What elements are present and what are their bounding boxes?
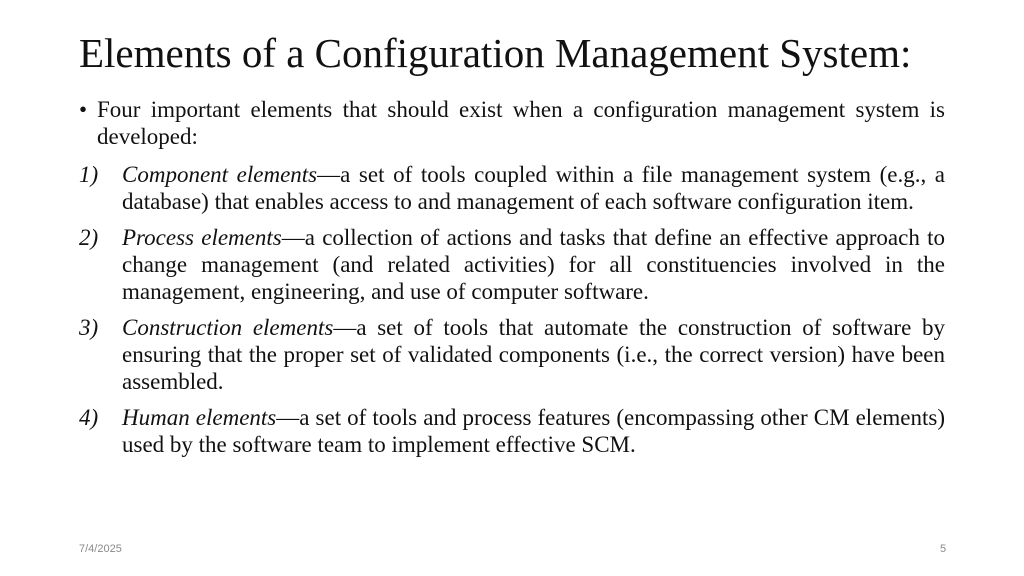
list-item-human-elements — [79, 404, 945, 458]
item-term: Human elements — [122, 405, 277, 430]
item-description: a set of tools that automate the construction of software by ensuring that the proper set of validated components (i.e., the correct version) have been assembled. — [122, 315, 946, 394]
slide-body — [79, 96, 945, 467]
slide-title: Elements of a Configuration Management System: — [79, 30, 912, 76]
item-term: Construction elements — [122, 315, 334, 340]
item-number: 2) — [79, 225, 99, 250]
list-item-component-elements — [79, 161, 945, 215]
item-dash: — — [317, 162, 341, 187]
item-description: a set of tools and process features (encompassing other CM elements) used by the software team to implement effective SCM. — [122, 405, 946, 457]
list-item-process-elements — [79, 224, 945, 305]
item-number: 1) — [79, 162, 99, 187]
bullet-marker: • — [79, 97, 88, 122]
item-description: a collection of actions and tasks that define an effective approach to change management (and related activities) for all constituencies involved in the management, engineering, and use of computer software. — [122, 225, 946, 304]
footer-page-number: 5 — [940, 543, 947, 555]
item-dash: — — [276, 405, 300, 430]
list-item-construction-elements — [79, 314, 945, 395]
item-number: 4) — [79, 405, 99, 430]
intro-bullet-item — [79, 96, 945, 150]
intro-text: Four important elements that should exist when a configuration management system is developed: — [97, 97, 945, 149]
footer-date: 7/4/2025 — [79, 543, 122, 555]
item-description: a set of tools coupled within a file management system (e.g., a database) that enables access to and management of each software configuration item. — [122, 162, 946, 214]
item-dash: — — [281, 225, 305, 250]
item-number: 3) — [79, 315, 99, 340]
item-term: Process elements — [122, 225, 282, 250]
item-dash: — — [333, 315, 357, 340]
item-term: Component elements — [122, 162, 318, 187]
